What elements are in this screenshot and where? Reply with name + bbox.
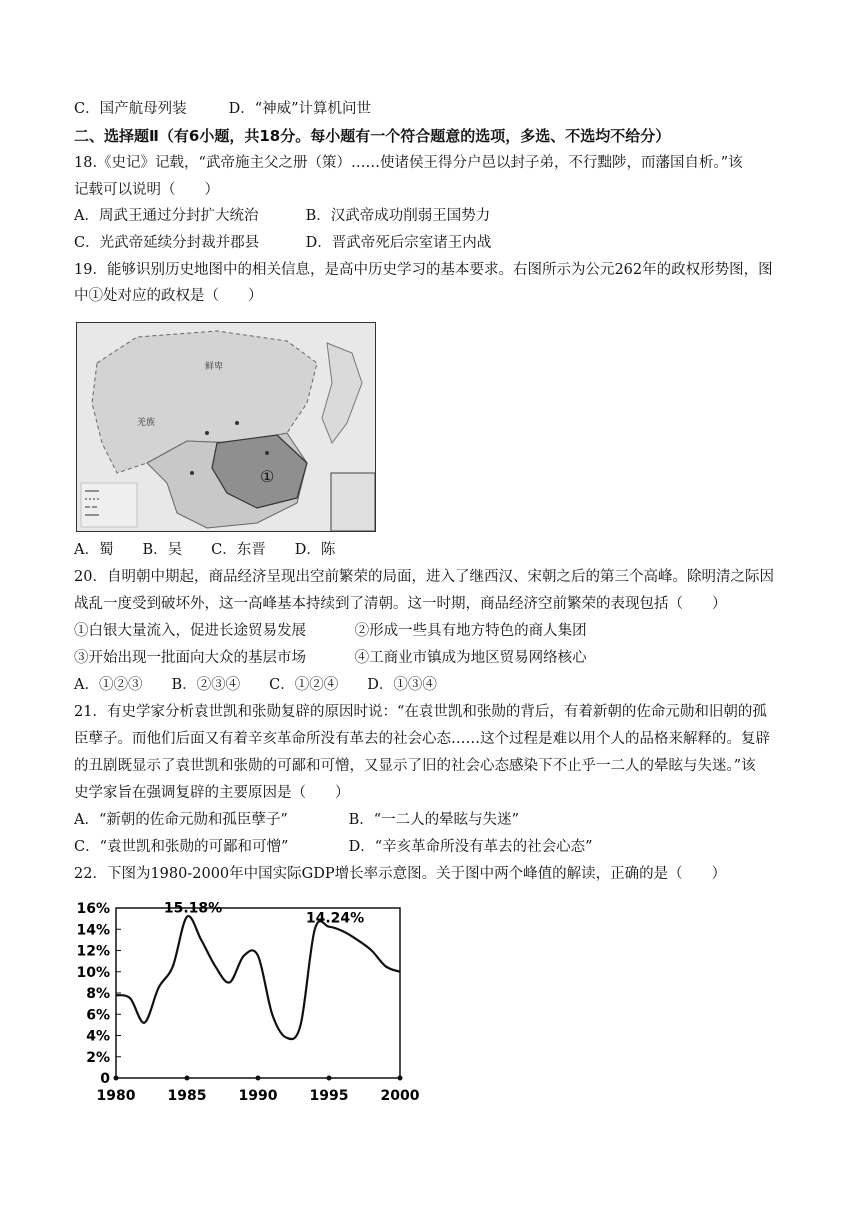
x-tick-label: 1990 — [238, 1088, 278, 1104]
q20-options-line[interactable]: A．①②③ B．②③④ C．①②④ D．①③④ — [74, 677, 437, 693]
q21-stem-line-2: 臣孽子。而他们后面又有着辛亥革命所没有革去的社会心态……这个过程是难以用个人的品格来解释的。复辟 — [74, 731, 770, 747]
x-tick — [114, 1076, 119, 1081]
x-tick — [256, 1076, 261, 1081]
y-tick-label: 16% — [76, 901, 110, 917]
q20-stem-line-2: 战乱一度受到破坏外，这一高峰基本持续到了清朝。这一时期，商品经济空前繁荣的表现包括（ ） — [74, 596, 727, 612]
q21-options-row-2 — [74, 837, 593, 857]
x-tick — [185, 1076, 190, 1081]
q21-stem-line-3: 的丑剧既显示了袁世凯和张勋的可鄙和可憎，又显示了旧的社会心态感染下不止乎一二人的晕眩与失迷。”该 — [74, 758, 756, 774]
x-tick — [327, 1076, 332, 1081]
y-tick-label: 8% — [86, 986, 110, 1002]
q21-stem-line-4: 史学家旨在强调复辟的主要原因是（ ） — [74, 785, 350, 801]
q21-option-b[interactable]: B．“一二人的晕眩与失迷” — [348, 812, 520, 828]
gdp-series-line — [116, 916, 400, 1039]
map-marker-1: ① — [260, 467, 275, 486]
gdp-growth-chart — [66, 896, 426, 1106]
q20-items-row-2 — [74, 648, 587, 668]
q20-item-3: ③开始出现一批面向大众的基层市场 — [74, 650, 306, 666]
y-tick-label: 10% — [76, 964, 110, 981]
map-drawing — [77, 323, 375, 531]
gdp-chart-svg — [66, 896, 426, 1106]
q18-option-b[interactable]: B．汉武帝成功削弱王国势力 — [305, 208, 491, 224]
q21-stem-line-1: 21．有史学家分析袁世凯和张勋复辟的原因时说：“在袁世凯和张勋的背后，有着新朝的佐命元勋和旧朝的孤 — [74, 704, 767, 720]
x-tick-label: 1985 — [167, 1088, 207, 1104]
q21-option-c[interactable]: C．“袁世凯和张勋的可鄙和可憎” — [74, 839, 289, 855]
x-tick-label: 1980 — [96, 1088, 136, 1104]
q18-options-row-2 — [74, 233, 491, 253]
plot-frame — [116, 908, 400, 1078]
q19-options-line[interactable]: A．蜀 B．吴 C．东晋 D．陈 — [74, 542, 336, 558]
q17-option-d[interactable]: D．“神威”计算机问世 — [228, 101, 372, 117]
q20-items-row-1 — [74, 621, 587, 641]
q20-item-1: ①白银大量流入，促进长途贸易发展 — [74, 623, 306, 639]
x-tick-label: 1995 — [309, 1088, 349, 1104]
y-tick-label: 0 — [100, 1071, 110, 1087]
historical-map-262 — [76, 322, 376, 532]
q19-stem-line-1: 19．能够识别历史地图中的相关信息，是高中历史学习的基本要求。右图所示为公元262年的政权形势图，图 — [74, 262, 773, 278]
q20-item-2: ②形成一些具有地方特色的商人集团 — [354, 623, 587, 639]
q21-options-row-1 — [74, 810, 519, 830]
map-label-west: 羌族 — [137, 418, 156, 428]
y-tick-label: 12% — [76, 943, 110, 960]
y-tick-label: 6% — [86, 1007, 110, 1024]
q17-options-line — [74, 99, 371, 119]
q18-options-row-1 — [74, 206, 490, 226]
q21-option-a[interactable]: A．“新朝的佐命元勋和孤臣孽子” — [74, 812, 288, 828]
q18-option-c[interactable]: C．光武帝延续分封裁并郡县 — [74, 235, 260, 251]
q18-option-a[interactable]: A．周武王通过分封扩大统治 — [74, 208, 259, 224]
map-label-north: 鲜卑 — [205, 362, 224, 372]
y-tick-label: 14% — [76, 922, 110, 939]
q17-option-c[interactable]: C．国产航母列装 — [74, 101, 187, 117]
y-tick-label: 4% — [86, 1028, 110, 1045]
q20-stem-line-1: 20．自明朝中期起，商品经济呈现出空前繁荣的局面，进入了继西汉、宋朝之后的第三个高峰。除明清之际因 — [74, 569, 774, 585]
q20-item-4: ④工商业市镇成为地区贸易网络核心 — [354, 650, 587, 666]
peak-label: 14.24% — [305, 910, 365, 927]
x-tick-label: 2000 — [380, 1088, 420, 1104]
q21-option-d[interactable]: D．“辛亥革命所没有革去的社会心态” — [348, 839, 593, 855]
peak-label: 15.18% — [163, 900, 223, 917]
x-tick — [398, 1076, 403, 1081]
q19-stem-line-2: 中①处对应的政权是（ ） — [74, 288, 263, 304]
q18-stem-line-1: 18.《史记》记载，“武帝施主父之册（策）……使诸侯王得分户邑以封子弟，不行黜陟，而藩国自析。”该 — [74, 155, 743, 171]
q18-option-d[interactable]: D．晋武帝死后宗室诸王内战 — [305, 235, 492, 251]
q22-stem: 22．下图为1980-2000年中国实际GDP增长率示意图。关于图中两个峰值的解读，正确的是（ ） — [74, 866, 727, 882]
y-tick-label: 2% — [86, 1049, 110, 1066]
section-2-header: 二、选择题Ⅱ（有6小题，共18分。每小题有一个符合题意的选项，多选、不选均不给分） — [74, 127, 671, 145]
q18-stem-line-2: 记载可以说明（ ） — [74, 182, 219, 198]
